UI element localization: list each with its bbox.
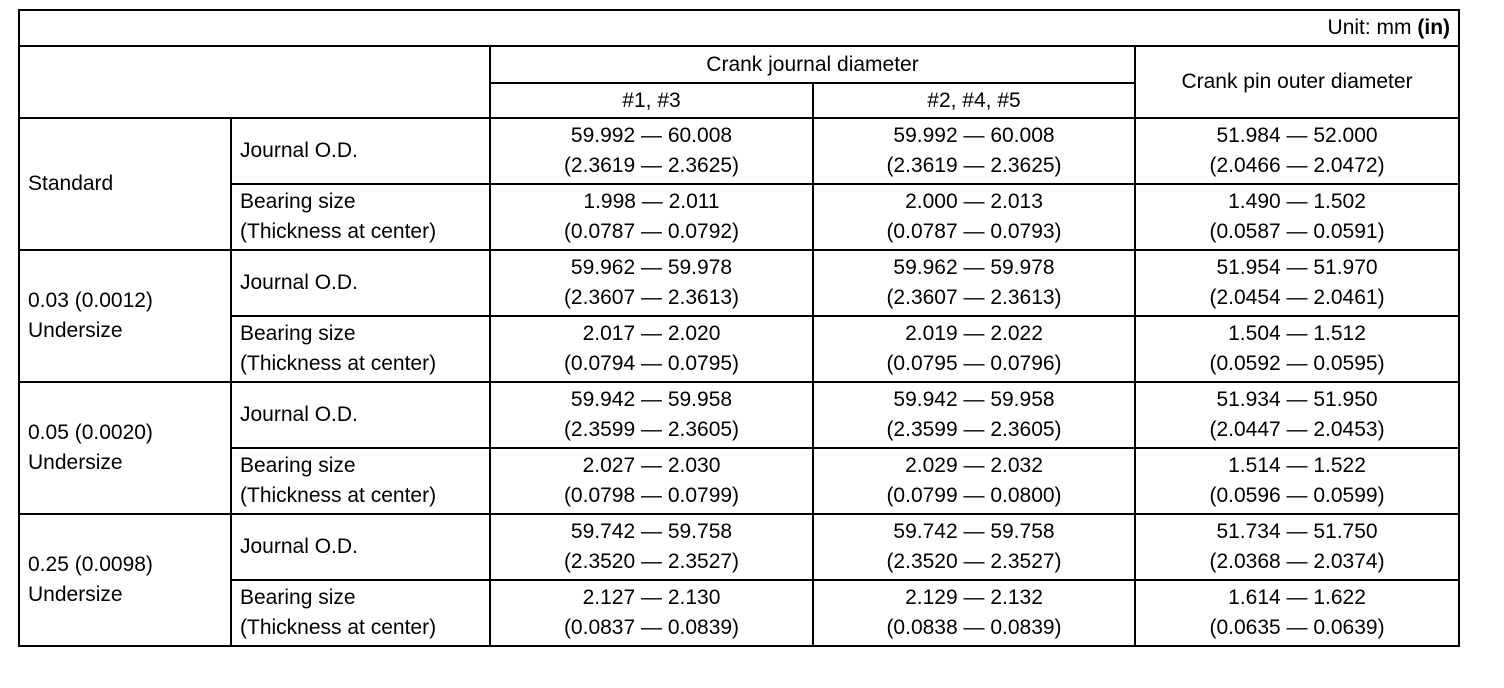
journal-13-cell	[490, 448, 813, 514]
crank-pin-header: Crank pin outer diameter	[1135, 46, 1459, 118]
table-row	[19, 250, 1459, 316]
cell-line: 2.027 — 2.030	[582, 454, 721, 477]
crank-pin-cell	[1135, 316, 1459, 382]
cell-line: (0.0798 — 0.0799)	[563, 484, 740, 507]
cell-line: 1.998 — 2.011	[583, 190, 720, 213]
cell-line: (0.0635 — 0.0639)	[1209, 616, 1385, 639]
unit-label	[19, 10, 1459, 46]
cell-line: (2.3607 — 2.3613)	[886, 286, 1062, 309]
group-label	[19, 250, 231, 382]
cell-line: (0.0587 — 0.0591)	[1209, 220, 1385, 243]
cell-line: (2.0368 — 2.0374)	[1209, 550, 1385, 573]
crank-pin-cell	[1135, 514, 1459, 580]
table-row	[19, 382, 1459, 448]
cell-line: Journal O.D.	[240, 271, 358, 294]
cell-line: (0.0592 — 0.0595)	[1209, 352, 1385, 375]
journal-13-cell	[490, 118, 813, 184]
cell-line: 0.03 (0.0012)	[28, 289, 153, 312]
cell-line: (2.3607 — 2.3613)	[563, 286, 740, 309]
row-label	[231, 316, 490, 382]
cell-line: (0.0596 — 0.0599)	[1209, 484, 1385, 507]
table-row	[19, 118, 1459, 184]
cell-line: 51.954 — 51.970	[1216, 256, 1378, 279]
journal-13-cell	[490, 382, 813, 448]
journal-245-cell	[813, 514, 1135, 580]
cell-line: Undersize	[28, 319, 123, 342]
journal-245-cell	[813, 184, 1135, 250]
journal-245-cell	[813, 250, 1135, 316]
cell-line: 59.962 — 59.978	[893, 256, 1055, 279]
table-row	[19, 184, 1459, 250]
cell-line: 59.992 — 60.008	[893, 124, 1055, 147]
table-row	[19, 316, 1459, 382]
row-label	[231, 580, 490, 646]
row-label	[231, 382, 490, 448]
journal-245-cell	[813, 448, 1135, 514]
group-label	[19, 382, 231, 514]
journal-13-cell	[490, 184, 813, 250]
journal-245-header: #2, #4, #5	[813, 83, 1135, 118]
header-blank-cell	[19, 46, 490, 118]
journal-13-cell	[490, 580, 813, 646]
group-label	[19, 118, 231, 250]
journal-245-cell	[813, 118, 1135, 184]
unit-suffix: (in)	[1417, 16, 1451, 39]
cell-line: 2.017 — 2.020	[582, 322, 721, 345]
cell-line: (0.0795 — 0.0796)	[886, 352, 1062, 375]
cell-line: 59.942 — 59.958	[893, 388, 1055, 411]
journal-13-header: #1, #3	[490, 83, 813, 118]
cell-line: (2.3520 — 2.3527)	[563, 550, 740, 573]
cell-line: 51.934 — 51.950	[1216, 388, 1378, 411]
cell-line: 51.734 — 51.750	[1216, 520, 1378, 543]
journal-245-cell	[813, 316, 1135, 382]
crank-pin-cell	[1135, 448, 1459, 514]
journal-13-cell	[490, 316, 813, 382]
journal-13-cell	[490, 514, 813, 580]
cell-line: (2.0466 — 2.0472)	[1209, 154, 1385, 177]
cell-line: 0.05 (0.0020)	[28, 421, 153, 444]
cell-line: (0.0794 — 0.0795)	[563, 352, 740, 375]
cell-line: Bearing size	[240, 322, 356, 345]
cell-line: (0.0837 — 0.0839)	[563, 616, 740, 639]
cell-line: Bearing size	[240, 586, 356, 609]
cell-line: 2.127 — 2.130	[582, 586, 721, 609]
crank-journal-header: Crank journal diameter	[490, 46, 1135, 83]
cell-line: (Thickness at center)	[240, 484, 437, 507]
crankshaft-spec-table	[18, 9, 1460, 647]
journal-13-cell	[490, 250, 813, 316]
cell-line: Bearing size	[240, 190, 356, 213]
row-label	[231, 184, 490, 250]
cell-line: 0.25 (0.0098)	[28, 553, 153, 576]
cell-line: 51.984 — 52.000	[1216, 124, 1378, 147]
cell-line: 1.504 — 1.512	[1228, 322, 1366, 345]
cell-line: 1.514 — 1.522	[1228, 454, 1366, 477]
cell-line: (2.3599 — 2.3605)	[886, 418, 1062, 441]
group-label	[19, 514, 231, 646]
crank-pin-cell	[1135, 118, 1459, 184]
unit-prefix: Unit: mm	[1327, 16, 1418, 39]
cell-line: Standard	[28, 172, 114, 195]
cell-line: Journal O.D.	[240, 535, 358, 558]
cell-line: (2.3619 — 2.3625)	[886, 154, 1062, 177]
cell-line: 59.742 — 59.758	[893, 520, 1055, 543]
row-label	[231, 250, 490, 316]
cell-line: 2.000 — 2.013	[905, 190, 1043, 213]
cell-line: 59.942 — 59.958	[570, 388, 733, 411]
cell-line: (0.0838 — 0.0839)	[886, 616, 1062, 639]
table-row	[19, 580, 1459, 646]
cell-line: (0.0799 — 0.0800)	[886, 484, 1062, 507]
cell-line: 2.019 — 2.022	[905, 322, 1043, 345]
cell-line: (2.3619 — 2.3625)	[563, 154, 740, 177]
table-row	[19, 514, 1459, 580]
cell-line: 2.029 — 2.032	[905, 454, 1043, 477]
cell-line: 59.992 — 60.008	[570, 124, 733, 147]
crank-pin-cell	[1135, 184, 1459, 250]
cell-line: 59.962 — 59.978	[570, 256, 733, 279]
table-row	[19, 448, 1459, 514]
cell-line: 59.742 — 59.758	[570, 520, 733, 543]
cell-line: (0.0787 — 0.0792)	[563, 220, 740, 243]
row-label	[231, 514, 490, 580]
cell-line: Journal O.D.	[240, 139, 358, 162]
journal-245-cell	[813, 580, 1135, 646]
cell-line: (2.0454 — 2.0461)	[1209, 286, 1385, 309]
row-label	[231, 118, 490, 184]
cell-line: (2.3599 — 2.3605)	[563, 418, 740, 441]
journal-245-cell	[813, 382, 1135, 448]
unit-row	[19, 10, 1459, 46]
cell-line: Undersize	[28, 451, 123, 474]
crank-pin-cell	[1135, 580, 1459, 646]
cell-line: Undersize	[28, 583, 123, 606]
cell-line: (Thickness at center)	[240, 352, 437, 375]
crank-pin-cell	[1135, 382, 1459, 448]
cell-line: (Thickness at center)	[240, 616, 437, 639]
crank-pin-cell	[1135, 250, 1459, 316]
header-row	[19, 46, 1459, 83]
cell-line: Journal O.D.	[240, 403, 358, 426]
cell-line: Bearing size	[240, 454, 356, 477]
cell-line: 1.490 — 1.502	[1228, 190, 1366, 213]
cell-line: 1.614 — 1.622	[1228, 586, 1366, 609]
row-label	[231, 448, 490, 514]
cell-line: 2.129 — 2.132	[905, 586, 1043, 609]
cell-line: (2.0447 — 2.0453)	[1209, 418, 1385, 441]
cell-line: (2.3520 — 2.3527)	[886, 550, 1062, 573]
cell-line: (0.0787 — 0.0793)	[886, 220, 1062, 243]
cell-line: (Thickness at center)	[240, 220, 437, 243]
